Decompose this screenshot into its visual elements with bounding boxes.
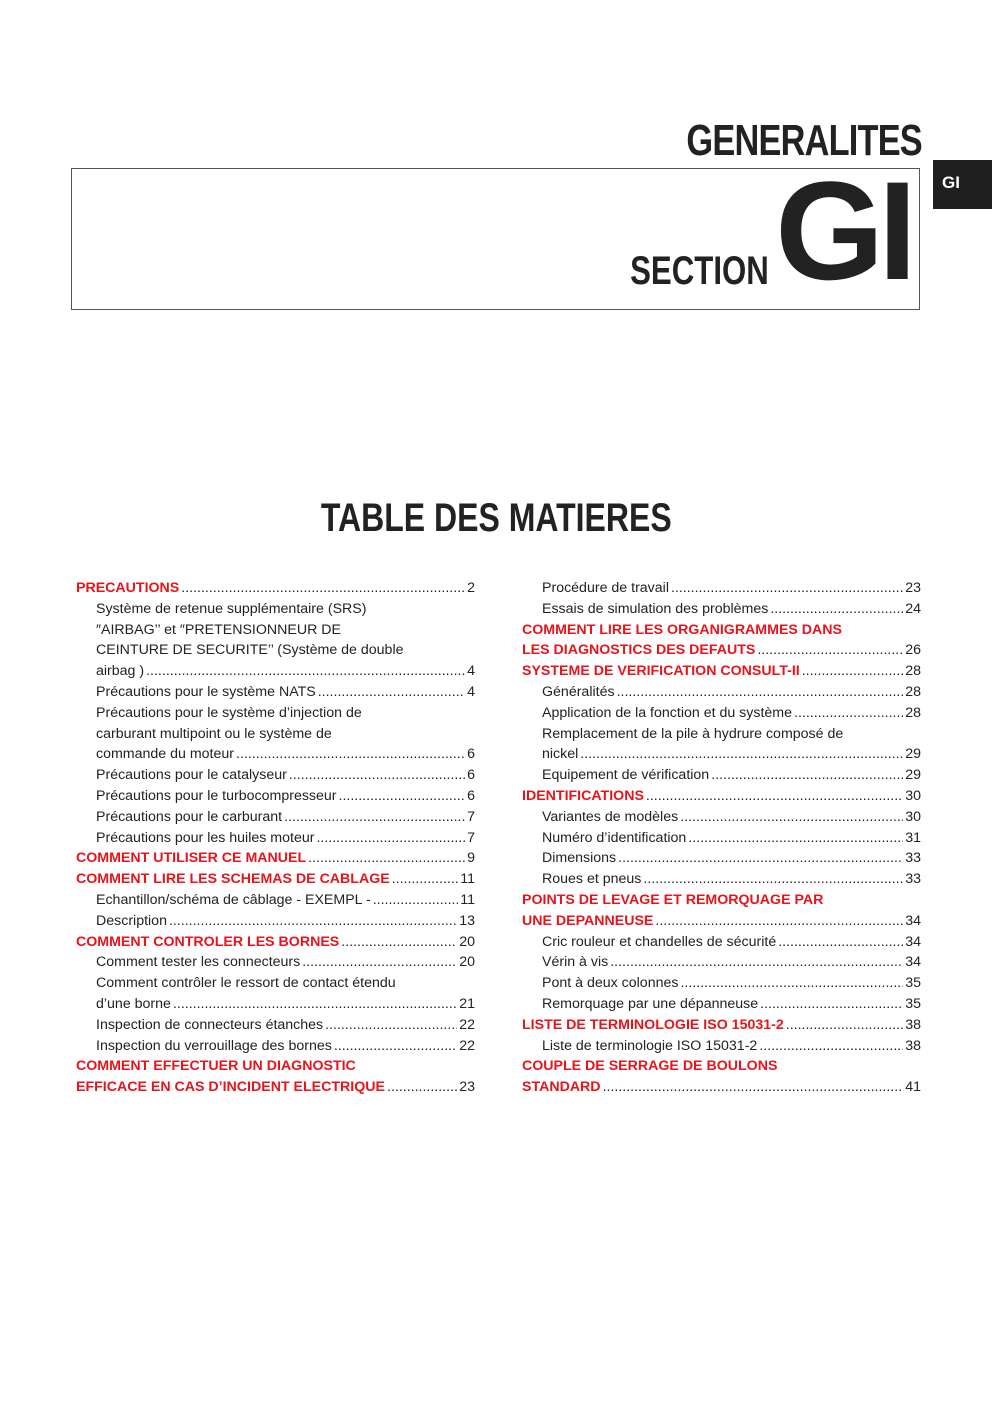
- toc-page-number: 33: [905, 871, 921, 888]
- toc-sub-entry[interactable]: [76, 994, 475, 1015]
- toc-heading-entry[interactable]: [76, 869, 475, 890]
- toc-entry-text: POINTS DE LEVAGE ET REMORQUAGE PAR: [522, 891, 824, 908]
- toc-entry-text: Précautions pour le turbocompresseur: [96, 787, 337, 804]
- toc-title-text: TABLE DES MATIERES: [320, 496, 672, 540]
- toc-entry-text: Remplacement de la pile à hydrure composé de: [542, 725, 844, 742]
- toc-page-number: 34: [905, 954, 921, 971]
- dot-leader: [325, 1015, 457, 1036]
- toc-page-number: 34: [905, 912, 921, 929]
- toc-sub-entry[interactable]: [522, 932, 921, 953]
- toc-page-number: 41: [905, 1079, 921, 1096]
- toc-page-number: 6: [467, 767, 475, 784]
- toc-entry-text: airbag ): [96, 663, 145, 680]
- toc-entry-text: Généralités: [542, 683, 615, 700]
- toc-entry-text: Pont à deux colonnes: [542, 975, 679, 992]
- toc-page-number: 2: [467, 580, 475, 596]
- toc-entry-text: Dimensions: [542, 850, 617, 867]
- section-label: SECTION: [630, 249, 769, 293]
- dot-leader: [392, 869, 459, 890]
- section-code: GI: [775, 152, 911, 309]
- toc-sub-entry[interactable]: [522, 973, 921, 994]
- toc-page-number: 22: [459, 1037, 475, 1054]
- toc-right-column: [522, 578, 921, 1098]
- toc-entry-text: Variantes de modèles: [542, 808, 679, 825]
- toc-page-number: 4: [467, 683, 475, 700]
- toc-page-number: 11: [460, 891, 475, 908]
- toc-heading-entry: [522, 620, 921, 641]
- toc-entry-text: Essais de simulation des problèmes: [542, 600, 769, 617]
- toc-sub-entry[interactable]: [522, 744, 921, 765]
- toc-entry-text: Précautions pour le système NATS: [96, 683, 316, 700]
- toc-heading-entry: [76, 1056, 475, 1077]
- toc-page-number: 28: [905, 663, 921, 680]
- dot-leader: [643, 869, 903, 890]
- toc-sub-entry: [76, 599, 475, 620]
- toc-entry-text: IDENTIFICATIONS: [522, 787, 644, 804]
- toc-sub-entry[interactable]: [76, 1036, 475, 1057]
- dot-leader: [778, 932, 903, 953]
- toc-entry-text: commande du moteur: [96, 746, 235, 763]
- toc-heading-entry: [522, 1056, 921, 1077]
- toc-sub-entry[interactable]: [76, 744, 475, 765]
- toc-page-number: 7: [467, 808, 475, 825]
- dot-leader: [284, 807, 465, 828]
- toc-entry-text: COMMENT LIRE LES SCHEMAS DE CABLAGE: [76, 871, 390, 888]
- toc-entry-text: Equipement de vérification: [542, 767, 710, 784]
- toc-page-number: 22: [459, 1016, 475, 1033]
- dot-leader: [580, 744, 903, 765]
- dot-leader: [316, 828, 465, 849]
- toc-heading-entry: [522, 890, 921, 911]
- dot-leader: [289, 765, 465, 786]
- dot-leader: [308, 848, 465, 869]
- toc-sub-entry: [76, 640, 475, 661]
- toc-page-number: 20: [459, 954, 475, 971]
- toc-entry-text: COUPLE DE SERRAGE DE BOULONS: [522, 1058, 778, 1075]
- toc-heading-entry[interactable]: [522, 640, 921, 661]
- toc-sub-entry[interactable]: [522, 807, 921, 828]
- dot-leader: [655, 911, 903, 932]
- toc-entry-text: Inspection du verrouillage des bornes: [96, 1037, 332, 1054]
- dot-leader: [318, 682, 465, 703]
- toc-entry-text: SYSTEME DE VERIFICATION CONSULT-II: [522, 663, 800, 680]
- toc-page-number: 11: [460, 871, 475, 888]
- toc-entry-text: Comment tester les connecteurs: [96, 954, 301, 971]
- toc-entry-text: COMMENT UTILISER CE MANUEL: [76, 850, 307, 867]
- toc-page-number: 34: [905, 933, 921, 950]
- toc-entry-text: Système de retenue supplémentaire (SRS): [96, 600, 367, 617]
- toc-entry-text: Précautions pour le système d’injection de: [96, 704, 362, 721]
- toc-sub-entry[interactable]: [522, 869, 921, 890]
- toc-page-number: 24: [905, 600, 921, 617]
- toc-page-number: 33: [905, 850, 921, 867]
- toc-page-number: 23: [905, 580, 921, 596]
- toc-page-number: 20: [459, 933, 475, 950]
- chapter-title: GENERALITES: [686, 116, 922, 165]
- toc-sub-entry[interactable]: [76, 952, 475, 973]
- toc-page-number: 7: [467, 829, 475, 846]
- toc-entry-text: STANDARD: [522, 1079, 601, 1096]
- dot-leader: [794, 703, 903, 724]
- toc-sub-entry[interactable]: [522, 599, 921, 620]
- toc-sub-entry[interactable]: [76, 828, 475, 849]
- toc-entry-text: Précautions pour le catalyseur: [96, 767, 287, 784]
- toc-sub-entry: [76, 620, 475, 641]
- dot-leader: [617, 682, 904, 703]
- toc-sub-entry: [76, 973, 475, 994]
- dot-leader: [610, 952, 903, 973]
- toc-sub-entry[interactable]: [76, 661, 475, 682]
- toc-sub-entry[interactable]: [76, 765, 475, 786]
- dot-leader: [302, 952, 457, 973]
- toc-entry-text: Procédure de travail: [542, 580, 669, 596]
- toc-sub-entry[interactable]: [522, 952, 921, 973]
- dot-leader: [770, 599, 903, 620]
- dot-leader: [759, 1036, 903, 1057]
- toc-entry-text: UNE DEPANNEUSE: [522, 912, 654, 929]
- toc-sub-entry: [76, 703, 475, 724]
- toc-entry-text: Cric rouleur et chandelles de sécurité: [542, 933, 777, 950]
- dot-leader: [671, 578, 903, 599]
- toc-sub-entry[interactable]: [76, 807, 475, 828]
- toc-sub-entry[interactable]: [76, 911, 475, 932]
- toc-entry-text: Echantillon/schéma de câblage - EXEMPL -: [96, 891, 371, 908]
- toc-page-number: 6: [467, 787, 475, 804]
- toc-page-number: 21: [459, 995, 475, 1012]
- toc-sub-entry: [76, 724, 475, 745]
- toc-page-number: 23: [459, 1079, 475, 1096]
- toc-entry-text: COMMENT EFFECTUER UN DIAGNOSTIC: [76, 1058, 356, 1075]
- dot-leader: [341, 932, 457, 953]
- dot-leader: [680, 973, 903, 994]
- toc-sub-entry[interactable]: [522, 848, 921, 869]
- toc-entry-text: Application de la fonction et du système: [542, 704, 793, 721]
- section-side-tab[interactable]: GI: [933, 160, 992, 209]
- toc-page-number: 9: [467, 850, 475, 867]
- toc-entry-text: Précautions pour les huiles moteur: [96, 829, 315, 846]
- toc-page-number: 13: [459, 912, 475, 929]
- toc-page-number: 31: [905, 829, 921, 846]
- dot-leader: [334, 1036, 457, 1057]
- dot-leader: [786, 1015, 903, 1036]
- toc-sub-entry[interactable]: [522, 994, 921, 1015]
- dot-leader: [760, 994, 903, 1015]
- toc-page-number: 28: [905, 683, 921, 700]
- dot-leader: [339, 786, 466, 807]
- toc-entry-text: d’une borne: [96, 995, 171, 1012]
- toc-page-number: 6: [467, 746, 475, 763]
- toc-sub-entry[interactable]: [522, 682, 921, 703]
- toc-page-number: 29: [905, 767, 921, 784]
- toc-sub-entry[interactable]: [76, 1015, 475, 1036]
- toc-entry-text: Description: [96, 912, 167, 929]
- toc-title: [0, 496, 992, 541]
- dot-leader: [802, 661, 903, 682]
- toc-heading-entry[interactable]: [522, 1077, 921, 1098]
- dot-leader: [711, 765, 903, 786]
- toc-page-number: 26: [905, 642, 921, 659]
- dot-leader: [680, 807, 903, 828]
- toc-page-number: 30: [905, 787, 921, 804]
- dot-leader: [236, 744, 465, 765]
- dot-leader: [618, 848, 903, 869]
- toc-sub-entry[interactable]: [522, 1036, 921, 1057]
- toc-heading-entry[interactable]: [522, 661, 921, 682]
- toc-sub-entry[interactable]: [76, 786, 475, 807]
- toc-heading-entry[interactable]: [76, 1077, 475, 1098]
- dot-leader: [387, 1077, 457, 1098]
- toc-page-number: 28: [905, 704, 921, 721]
- toc-page-number: 38: [905, 1016, 921, 1033]
- dot-leader: [603, 1077, 904, 1098]
- toc-entry-text: Vérin à vis: [542, 954, 609, 971]
- toc-entry-text: Précautions pour le carburant: [96, 808, 283, 825]
- toc-entry-text: Comment contrôler le ressort de contact étendu: [96, 975, 396, 992]
- toc-sub-entry[interactable]: [76, 890, 475, 911]
- toc-heading-entry[interactable]: [522, 786, 921, 807]
- toc-entry-text: Remorquage par une dépanneuse: [542, 995, 759, 1012]
- toc-entry-text: Liste de terminologie ISO 15031-2: [542, 1037, 758, 1054]
- toc-sub-entry[interactable]: [522, 703, 921, 724]
- toc-sub-entry: [522, 724, 921, 745]
- toc-entry-text: COMMENT LIRE LES ORGANIGRAMMES DANS: [522, 621, 843, 638]
- toc-entry-text: ″AIRBAG’’ et ″PRETENSIONNEUR DE: [96, 621, 341, 638]
- toc-page-number: 38: [905, 1037, 921, 1054]
- toc-entry-text: COMMENT CONTROLER LES BORNES: [76, 933, 340, 950]
- toc-heading-entry[interactable]: [76, 932, 475, 953]
- toc-entry-text: PRECAUTIONS: [76, 580, 180, 596]
- toc-entry-text: Numéro d’identification: [542, 829, 687, 846]
- toc-heading-entry[interactable]: [522, 1015, 921, 1036]
- toc-sub-entry[interactable]: [522, 578, 921, 599]
- toc-heading-entry[interactable]: [522, 911, 921, 932]
- toc-sub-entry[interactable]: [76, 682, 475, 703]
- toc-entry-text: CEINTURE DE SECURITE’’ (Système de double: [96, 642, 404, 659]
- toc-left-column: [76, 578, 475, 1098]
- dot-leader: [146, 661, 465, 682]
- dot-leader: [373, 890, 459, 911]
- dot-leader: [688, 828, 903, 849]
- toc-page-number: 4: [467, 663, 475, 680]
- toc-entry-text: EFFICACE EN CAS D’INCIDENT ELECTRIQUE: [76, 1079, 385, 1096]
- toc-entry-text: Inspection de connecteurs étanches: [96, 1016, 324, 1033]
- toc-entry-text: carburant multipoint ou le système de: [96, 725, 332, 742]
- toc-heading-entry[interactable]: [76, 848, 475, 869]
- dot-leader: [169, 911, 457, 932]
- toc-page-number: 35: [905, 995, 921, 1012]
- toc-heading-entry[interactable]: [76, 578, 475, 599]
- toc-sub-entry[interactable]: [522, 828, 921, 849]
- toc-entry-text: LES DIAGNOSTICS DES DEFAUTS: [522, 642, 756, 659]
- toc-page-number: 35: [905, 975, 921, 992]
- dot-leader: [173, 994, 457, 1015]
- toc-sub-entry[interactable]: [522, 765, 921, 786]
- dot-leader: [181, 578, 465, 599]
- dot-leader: [646, 786, 903, 807]
- toc-entry-text: LISTE DE TERMINOLOGIE ISO 15031-2: [522, 1016, 784, 1033]
- dot-leader: [757, 640, 903, 661]
- toc-entry-text: nickel: [542, 746, 579, 763]
- section-box: [71, 152, 920, 310]
- toc-entry-text: Roues et pneus: [542, 871, 642, 888]
- toc-page-number: 30: [905, 808, 921, 825]
- toc-page-number: 29: [905, 746, 921, 763]
